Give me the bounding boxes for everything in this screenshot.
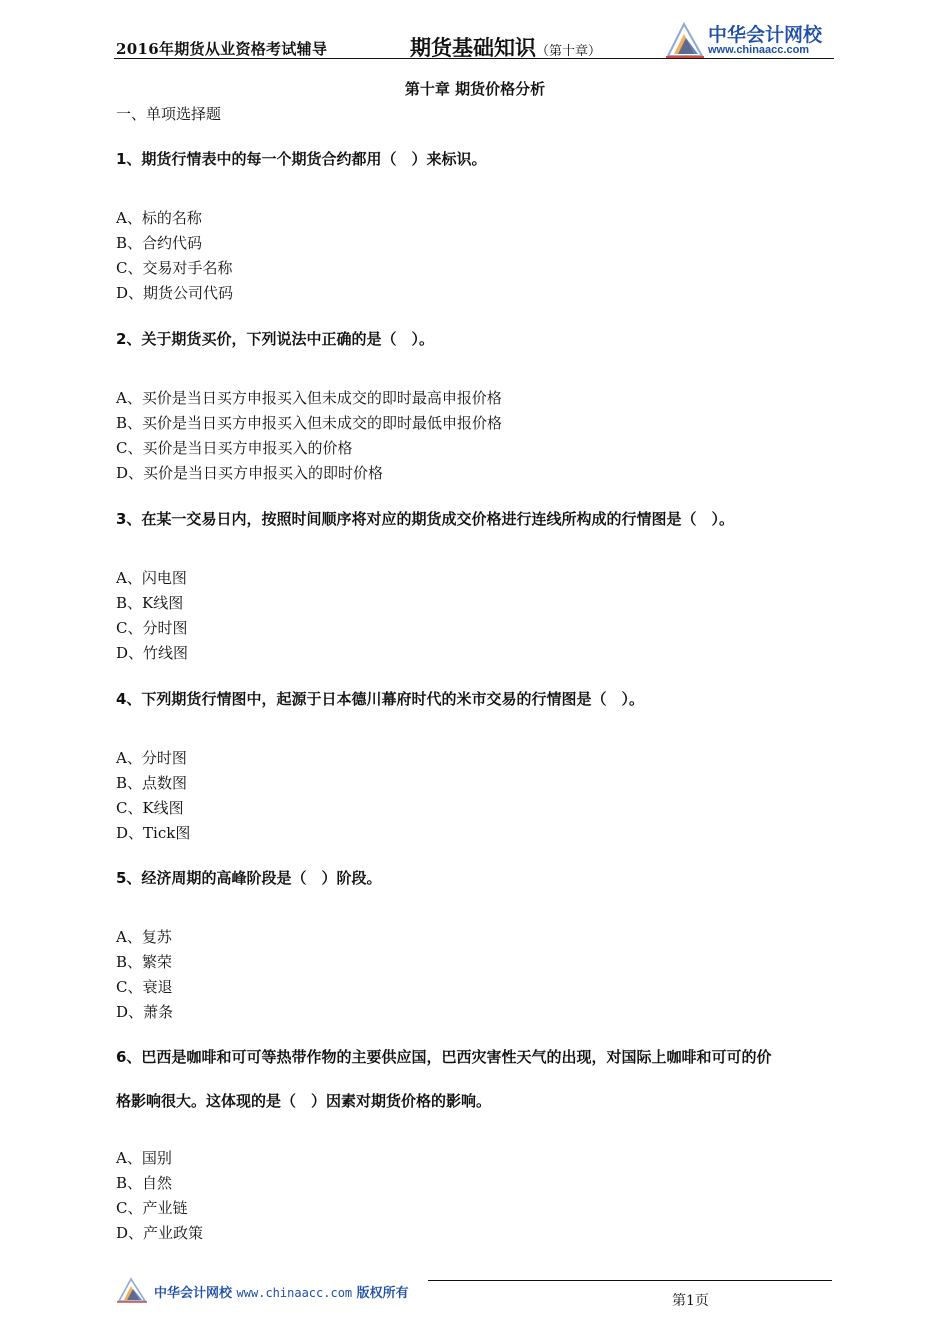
logo-triangle-icon xyxy=(664,20,706,60)
question-6-option-b: B、自然 xyxy=(116,1174,173,1192)
question-4-option-a: A、分时图 xyxy=(116,749,187,767)
question-3-option-b: B、K线图 xyxy=(116,594,184,612)
footer-rights: 版权所有 xyxy=(356,1286,409,1301)
question-5-option-d: D、萧条 xyxy=(116,1003,174,1021)
question-3-option-d: D、竹线图 xyxy=(116,644,189,662)
question-5-option-b: B、繁荣 xyxy=(116,953,173,971)
question-2-option-c: C、买价是当日买方申报买入的价格 xyxy=(116,439,353,457)
question-2-option-b: B、买价是当日买方申报买入但未成交的即时最低申报价格 xyxy=(116,414,503,432)
question-2: 2、关于期货买价，下列说法中正确的是（ ）。 xyxy=(116,330,434,348)
footer-brand-name: 中华会计网校 xyxy=(154,1286,233,1301)
question-4-option-d: D、Tick图 xyxy=(116,824,191,842)
question-4-option-c: C、K线图 xyxy=(116,799,184,817)
question-5-option-c: C、衰退 xyxy=(116,978,173,996)
header-exam-title: 2016年期货从业资格考试辅导 xyxy=(116,40,328,58)
footer-brand[interactable] xyxy=(116,1276,436,1306)
section-title: 一、单项选择题 xyxy=(116,105,222,123)
logo-brand-name: 中华会计网校 xyxy=(708,24,823,46)
question-4: 4、下列期货行情图中，起源于日本德川幕府时代的米市交易的行情图是（ ）。 xyxy=(116,690,644,708)
question-3-option-c: C、分时图 xyxy=(116,619,188,637)
question-6-option-c: C、产业链 xyxy=(116,1199,188,1217)
header-chapter-label: （第十章） xyxy=(536,44,602,59)
question-1-option-a: A、标的名称 xyxy=(116,209,202,227)
question-5: 5、经济周期的高峰阶段是（ ）阶段。 xyxy=(116,869,382,887)
question-3-option-a: A、闪电图 xyxy=(116,569,187,587)
question-2-option-d: D、买价是当日买方申报买入的即时价格 xyxy=(116,464,384,482)
header-subject-name: 期货基础知识 xyxy=(410,36,536,60)
chapter-title: 第十章 期货价格分析 xyxy=(404,80,546,98)
question-1-option-d: D、期货公司代码 xyxy=(116,284,234,302)
question-2-option-a: A、买价是当日买方申报买入但未成交的即时最高申报价格 xyxy=(116,389,502,407)
header-logo[interactable] xyxy=(664,20,839,60)
question-6-line-1: 6、巴西是咖啡和可可等热带作物的主要供应国，巴西灾害性天气的出现，对国际上咖啡和可可的价 xyxy=(116,1048,772,1066)
question-5-option-a: A、复苏 xyxy=(116,928,172,946)
question-6-option-a: A、国别 xyxy=(116,1149,172,1167)
question-4-option-b: B、点数图 xyxy=(116,774,188,792)
page-number: 第1页 xyxy=(672,1293,709,1309)
question-1-option-c: C、交易对手名称 xyxy=(116,259,233,277)
footer-logo-triangle-icon xyxy=(116,1276,148,1304)
question-3: 3、在某一交易日内，按照时间顺序将对应的期货成交价格进行连线所构成的行情图是（ ）。 xyxy=(116,510,734,528)
question-6-option-d: D、产业政策 xyxy=(116,1224,204,1242)
footer-divider xyxy=(428,1280,832,1281)
question-6-line-2: 格影响很大。这体现的是（ ）因素对期货价格的影响。 xyxy=(116,1092,492,1110)
footer-url[interactable]: www.chinaacc.com xyxy=(236,1286,353,1300)
question-1-option-b: B、合约代码 xyxy=(116,234,203,252)
logo-url[interactable]: www.chinaacc.com xyxy=(708,44,810,56)
question-1: 1、期货行情表中的每一个期货合约都用（ ）来标识。 xyxy=(116,150,487,168)
footer-copyright xyxy=(154,1282,409,1301)
